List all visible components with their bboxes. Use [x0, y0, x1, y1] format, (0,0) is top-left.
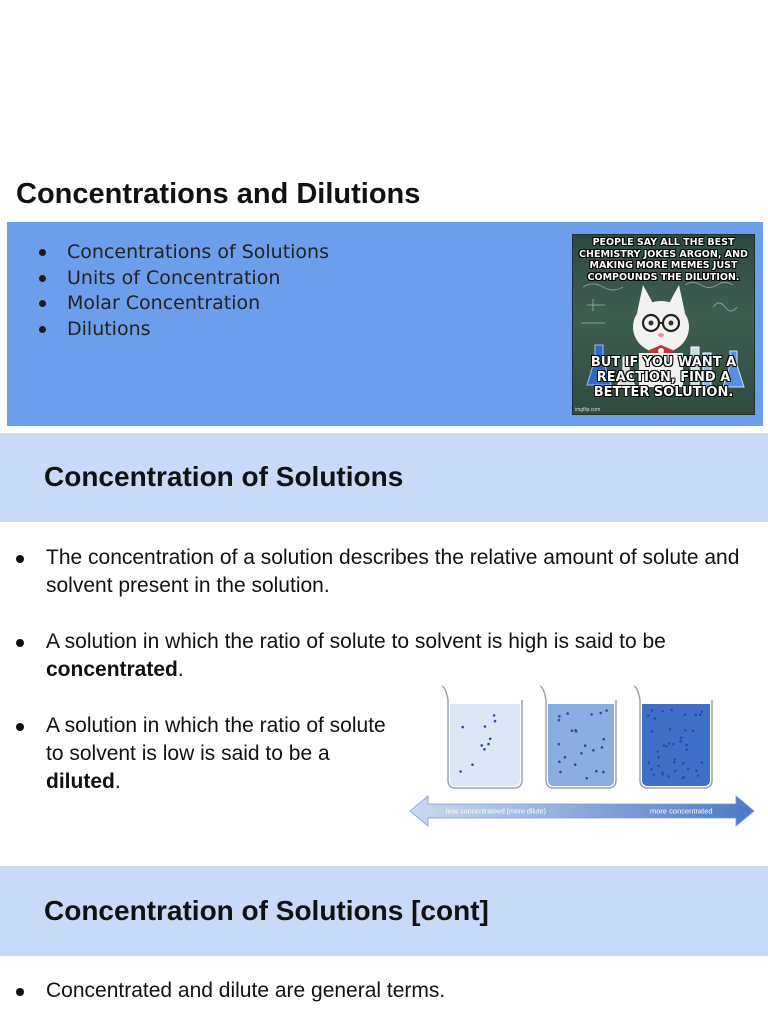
solute-dot: [684, 729, 687, 732]
solute-dot: [559, 771, 562, 774]
beaker-dilute: [442, 686, 522, 788]
solute-dot: [647, 714, 650, 717]
solute-dot: [651, 730, 654, 733]
solute-dot: [459, 770, 462, 773]
chemistry-cat-meme: [572, 234, 755, 415]
topics-list: [39, 240, 329, 342]
solute-dot: [657, 750, 660, 753]
solute-dot: [574, 763, 577, 766]
solute-dot: [558, 715, 561, 718]
solute-dot: [657, 765, 660, 768]
solute-dot: [672, 743, 675, 746]
solute-dot: [585, 777, 588, 780]
solute-dot: [558, 761, 561, 764]
solute-dot: [584, 744, 587, 747]
bold-term: diluted: [46, 770, 115, 793]
bullet-text: .: [114, 770, 121, 793]
solute-dot: [670, 709, 673, 712]
bullet-list: [14, 977, 445, 1005]
solute-dot: [685, 744, 688, 747]
meme-bottom-text: BUT IF YOU WANT A REACTION, FIND A BETTER SOLUTION.: [590, 355, 737, 400]
solute-dot: [657, 756, 660, 759]
bullet-list: [14, 628, 768, 684]
solute-dot: [679, 740, 682, 743]
beaker-concentrated: [634, 686, 712, 788]
solute-dot: [665, 745, 668, 748]
bullet-item: Concentrated and dilute are general terms.: [14, 977, 445, 1005]
solute-dot: [701, 710, 704, 713]
section-heading: Concentration of Solutions [cont]: [44, 895, 489, 926]
solute-dot: [682, 776, 685, 779]
solute-dot: [602, 738, 605, 741]
solute-dot: [650, 768, 653, 771]
solute-dot: [595, 770, 598, 773]
solute-dot: [592, 749, 595, 752]
solute-dot: [484, 725, 487, 728]
solute-dot: [653, 774, 656, 777]
arrow-left-label: less concentrateed (more dilute): [446, 808, 546, 816]
solute-dot: [663, 744, 666, 747]
solute-dot: [599, 712, 602, 715]
solute-dot: [580, 752, 583, 755]
bullet-list: [14, 712, 394, 796]
solute-dot: [494, 720, 497, 723]
solute-dot: [692, 730, 695, 733]
solute-dot: [480, 744, 483, 747]
solute-dot: [673, 758, 676, 761]
topic-item: Dilutions: [39, 317, 329, 343]
solute-dot: [571, 730, 574, 733]
bullet-list: [14, 544, 768, 600]
solute-dot: [590, 713, 593, 716]
topic-item: Units of Concentration: [39, 266, 329, 292]
section-heading: Concentration of Solutions: [44, 461, 404, 492]
solute-dot: [493, 714, 496, 717]
solute-dot: [668, 742, 671, 745]
solute-dot: [574, 729, 577, 732]
solute-dot: [605, 709, 608, 712]
bullet-item: [14, 712, 394, 796]
solute-dot: [487, 743, 490, 746]
beaker-medium: [540, 686, 616, 788]
meme-top-text: PEOPLE SAY ALL THE BEST CHEMISTRY JOKES ARGON, AND MAKING MORE MEMES JUST COMPOUNDS THE DILUTION.: [579, 237, 748, 283]
bullet-text: A solution in which the ratio of solute to solvent is high is said to be: [46, 630, 666, 653]
solute-dot: [695, 713, 698, 716]
solute-dot: [667, 775, 670, 778]
solute-dot: [648, 761, 651, 764]
solute-dot: [669, 728, 672, 731]
solute-dot: [564, 756, 567, 759]
topic-item: Molar Concentration: [39, 291, 329, 317]
solute-dot: [566, 712, 569, 715]
bold-term: concentrated: [46, 658, 178, 681]
solute-dot: [674, 770, 677, 773]
solute-dot: [602, 771, 605, 774]
solute-dot: [686, 748, 689, 751]
solute-dot: [684, 713, 687, 716]
solute-dot: [601, 746, 604, 749]
solute-dot: [651, 709, 654, 712]
page-title: Concentrations and Dilutions: [16, 178, 421, 210]
solute-dot: [697, 774, 700, 777]
solute-dot: [558, 719, 561, 722]
bullet-item: [14, 628, 768, 684]
beakers-figure: [402, 680, 764, 836]
solute-dot: [673, 761, 676, 764]
solute-dot: [558, 743, 561, 746]
solute-dot: [661, 773, 664, 776]
solute-dot: [489, 738, 492, 741]
solute-dot: [661, 710, 664, 713]
section-header-band: [0, 866, 768, 956]
solute-dot: [483, 748, 486, 751]
meme-credit: imgflip.com: [575, 407, 601, 413]
bullet-text: .: [177, 658, 184, 681]
arrow-right-label: more concentrated: [650, 806, 713, 816]
section-header-band: [0, 433, 768, 522]
topic-item: Concentrations of Solutions: [39, 240, 329, 266]
solute-dot: [682, 762, 685, 765]
solute-dot: [699, 713, 702, 716]
solute-dot: [680, 736, 683, 739]
solute-dot: [701, 761, 704, 764]
solute-dot: [461, 726, 464, 729]
solute-dot: [695, 769, 698, 772]
bullet-item: The concentration of a solution describes the relative amount of solute and solvent present in the solution.: [14, 544, 768, 600]
bullet-text: A solution in which the ratio of solute to solvent is low is said to be a: [46, 714, 386, 765]
solute-dot: [654, 717, 657, 720]
solute-dot: [687, 768, 690, 771]
topics-panel: [7, 222, 763, 426]
solute-dot: [471, 763, 474, 766]
